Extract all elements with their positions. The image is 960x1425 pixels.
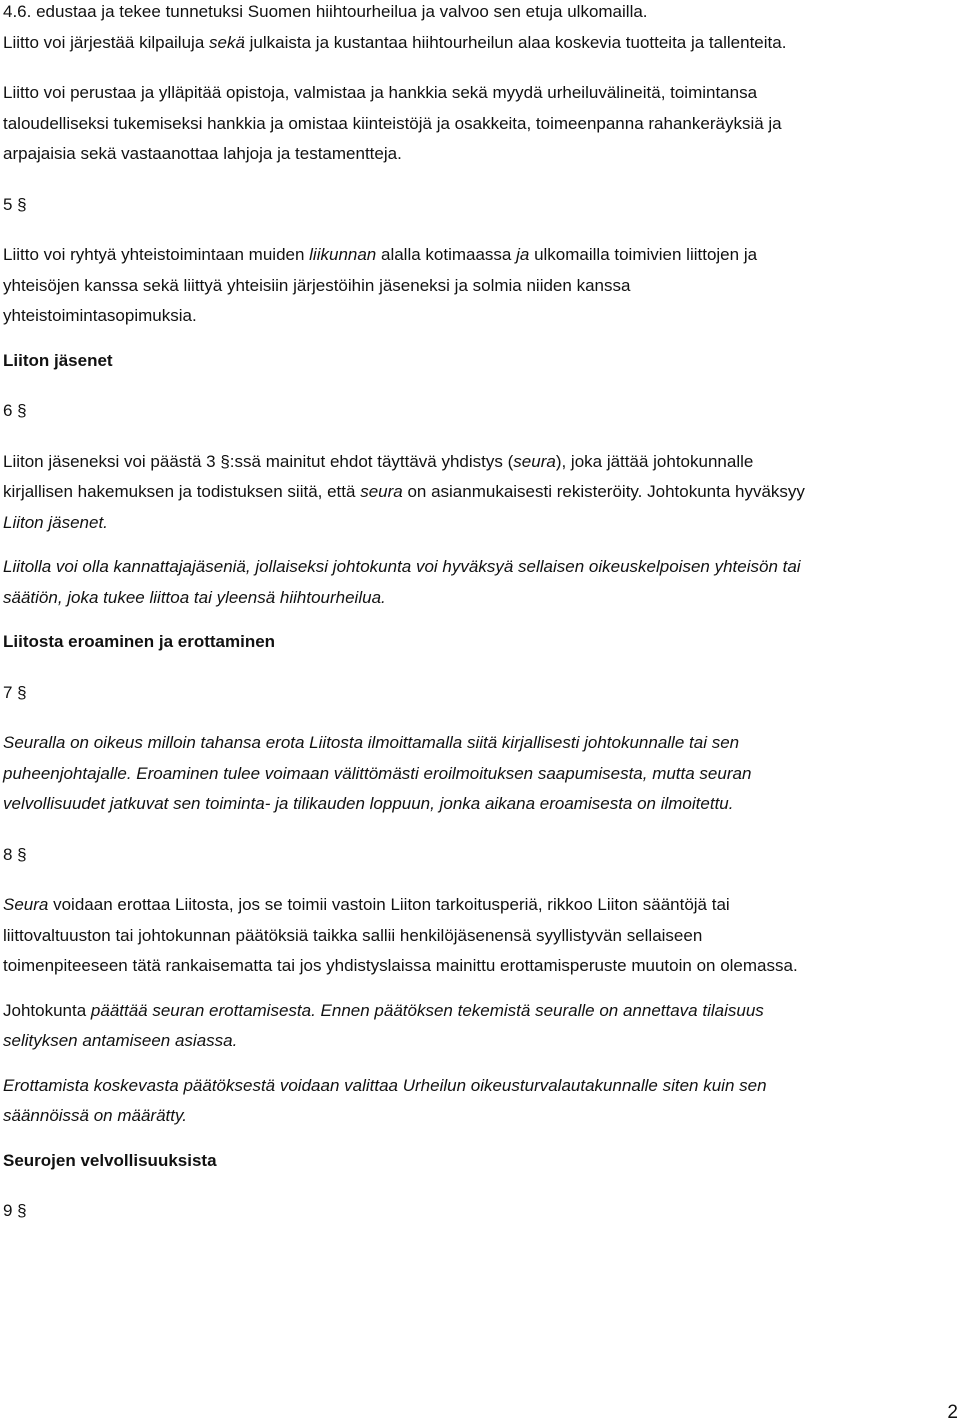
text-line <box>3 996 955 1027</box>
paragraph-eroaminen <box>3 728 955 820</box>
document-page <box>3 0 955 1227</box>
text-line: liittovaltuuston tai johtokunnan päätöksiä taikka sallii henkilöjäsenensä syyllistyvän sellaiseen <box>3 925 703 945</box>
text-line <box>3 240 955 271</box>
text-run: alalla kotimaassa <box>376 245 517 264</box>
italic-run: Liiton jäsenet. <box>3 512 108 532</box>
paragraph-erottaminen <box>3 890 955 982</box>
text-line <box>3 759 955 790</box>
section-number-5: 5 § <box>3 194 27 214</box>
paragraph-jaseneksi <box>3 447 955 539</box>
text-run: Liitto voi ryhtyä yhteistoimintaan muiden <box>3 245 310 264</box>
italic-run: säätiön, joka tukee liittoa tai yleensä hiihtourheilua. <box>3 587 386 607</box>
paragraph-kannattajajasenet <box>3 552 955 613</box>
text-line: yhteistoimintasopimuksia. <box>3 306 197 325</box>
text-line: toimenpiteeseen tätä rankaisematta tai jos yhdistyslaissa mainittu erottamisperuste muutoin on olemassa. <box>3 956 798 975</box>
italic-run: liikunnan <box>309 245 377 264</box>
text-run: voidaan erottaa Liitosta, jos se toimii vastoin Liiton tarkoitusperiä, rikkoo Liiton sääntöjä tai <box>48 895 730 914</box>
text-line <box>3 728 955 759</box>
text-run: julkaista ja kustantaa hiihtourheilun alaa koskevia tuotteita ja tallenteita. <box>244 32 787 52</box>
section-number-7: 7 § <box>3 682 27 702</box>
italic-run: velvollisuudet jatkuvat sen toiminta- ja tilikauden loppuun, jonka aikana eroamisesta on ilmoitettu. <box>3 794 734 813</box>
paragraph-opistoja <box>3 78 955 170</box>
section-number-6: 6 § <box>3 401 27 420</box>
italic-run: ja <box>516 245 530 264</box>
paragraph-4-6: 4.6. edustaa ja tekee tunnetuksi Suomen hiihtourheilua ja valvoo sen etuja ulkomailla. <box>3 2 648 21</box>
italic-run: Seura <box>3 895 49 914</box>
italic-run: Liitolla voi olla kannattajajäseniä, jollaiseksi johtokunta voi hyväksyä sellaisen oikeuskelpoisen yhteisön tai <box>3 557 801 576</box>
text-run: Johtokunta <box>3 1000 91 1020</box>
paragraph-kilpailuja <box>3 28 955 59</box>
italic-run: päättää seuran erottamisesta. Ennen päätöksen tekemistä seuralle on annettava tilaisuus <box>90 1000 764 1020</box>
text-line: yhteisöjen kanssa sekä liittyä yhteisiin järjestöihin jäseneksi ja solmia niiden kanssa <box>3 275 631 295</box>
text-run: Liitto voi järjestää kilpailuja <box>3 32 209 52</box>
text-line <box>3 447 955 478</box>
text-run: Liiton jäseneksi voi päästä 3 §:ssä mainitut ehdot täyttävä yhdistys ( <box>3 451 514 471</box>
text-line <box>3 789 955 820</box>
text-run: ulkomailla toimivien liittojen ja <box>529 245 758 264</box>
text-line <box>3 508 955 539</box>
italic-run: seura <box>360 482 403 501</box>
section-number-9: 9 § <box>3 1201 27 1220</box>
italic-run: sekä <box>209 32 245 52</box>
heading-velvollisuudet: Seurojen velvollisuuksista <box>3 1150 217 1170</box>
italic-run: puheenjohtajalle. Eroaminen tulee voimaan välittömästi eroilmoituksen saapumisesta, mutta seuran <box>3 763 752 783</box>
heading-eroaminen: Liitosta eroaminen ja erottaminen <box>3 632 276 651</box>
text-run: on asianmukaisesti rekisteröity. Johtokunta hyväksyy <box>402 482 805 501</box>
text-line <box>3 1101 955 1132</box>
page-number: 2 <box>947 1402 958 1423</box>
paragraph-valitus <box>3 1071 955 1132</box>
paragraph-yhteistoiminta <box>3 240 955 332</box>
text-line: taloudelliseksi tukemiseksi hankkia ja omistaa kiinteistöjä ja osakkeita, toimeenpanna rahankeräyksiä ja <box>3 113 782 133</box>
italic-run: seura <box>513 451 556 471</box>
section-number-8: 8 § <box>3 844 27 864</box>
text-run: ), joka jättää johtokunnalle <box>555 451 754 471</box>
paragraph-johtokunta <box>3 996 955 1057</box>
italic-run: Erottamista koskevasta päätöksestä voidaan valittaa Urheilun oikeusturvalautakunnalle siten kuin sen <box>3 1075 767 1095</box>
text-line <box>3 890 955 921</box>
text-line <box>3 1026 955 1057</box>
text-line <box>3 1071 955 1102</box>
heading-liiton-jasenet: Liiton jäsenet <box>3 350 113 370</box>
text-line <box>3 583 955 614</box>
text-line: Liitto voi perustaa ja ylläpitää opistoja, valmistaa ja hankkia sekä myydä urheiluvälineitä, toimintansa <box>3 83 758 102</box>
italic-run: selityksen antamiseen asiassa. <box>3 1031 238 1050</box>
text-line <box>3 552 955 583</box>
text-run: kirjallisen hakemuksen ja todistuksen siitä, että <box>3 482 361 501</box>
text-line: arpajaisia sekä vastaanottaa lahjoja ja testamentteja. <box>3 144 402 163</box>
italic-run: Seuralla on oikeus milloin tahansa erota Liitosta ilmoittamalla siitä kirjallisesti johtokunnalle tai sen <box>3 733 740 752</box>
italic-run: säännöissä on määrätty. <box>3 1106 187 1125</box>
text-line <box>3 477 955 508</box>
